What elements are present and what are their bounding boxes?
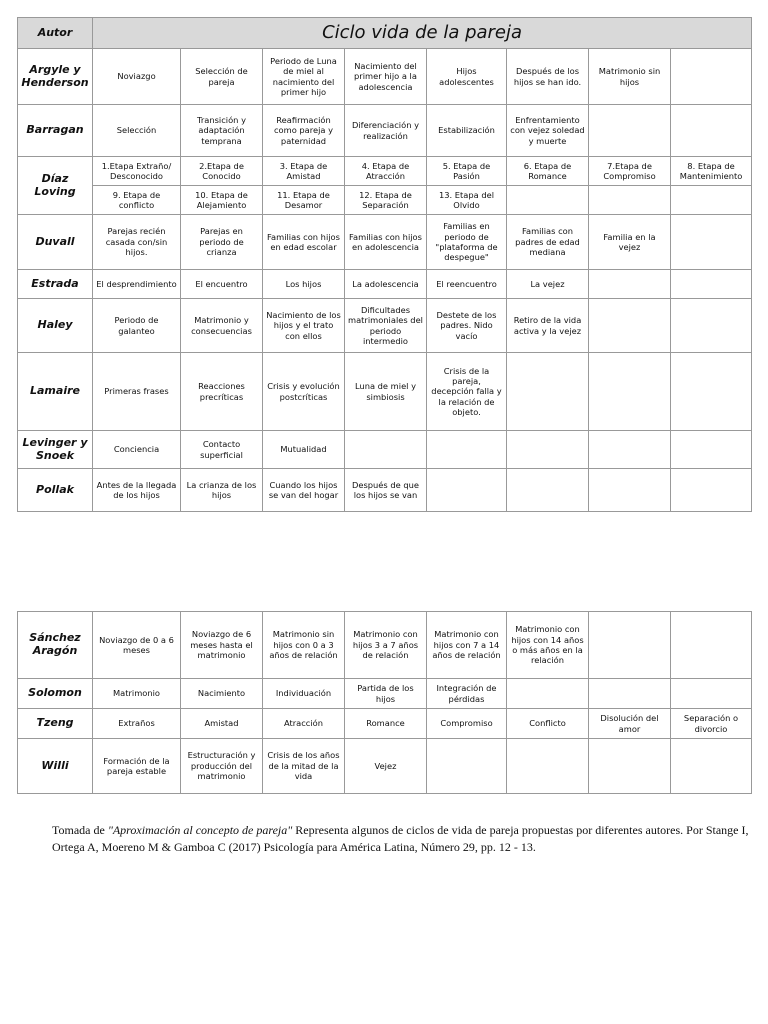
stage-cell bbox=[671, 739, 752, 794]
stage-cell bbox=[671, 431, 752, 469]
stage-cell: La crianza de los hijos bbox=[181, 469, 263, 512]
stage-cell: Matrimonio con hijos con 14 años o más años en la relación bbox=[507, 612, 589, 679]
stage-cell: Nacimiento bbox=[181, 679, 263, 709]
stage-cell: Extraños bbox=[93, 709, 181, 739]
stage-cell: Noviazgo bbox=[93, 49, 181, 105]
table-row bbox=[18, 105, 752, 157]
table-row bbox=[18, 157, 752, 186]
stage-cell: Partida de los hijos bbox=[345, 679, 427, 709]
stage-cell bbox=[671, 270, 752, 299]
stage-cell: Matrimonio sin hijos bbox=[589, 49, 671, 105]
stage-cell: Retiro de la vida activa y la vejez bbox=[507, 299, 589, 353]
stage-cell: Noviazgo de 6 meses hasta el matrimonio bbox=[181, 612, 263, 679]
stage-cell: Luna de miel y simbiosis bbox=[345, 353, 427, 431]
stage-cell: Matrimonio con hijos 3 a 7 años de relación bbox=[345, 612, 427, 679]
stage-cell bbox=[507, 739, 589, 794]
stage-cell: Dificultades matrimoniales del periodo intermedio bbox=[345, 299, 427, 353]
stage-cell bbox=[427, 739, 507, 794]
stage-cell bbox=[589, 270, 671, 299]
table-row bbox=[18, 49, 752, 105]
stage-cell: 7.Etapa de Compromiso bbox=[589, 157, 671, 186]
stage-cell: Reafirmación como pareja y paternidad bbox=[263, 105, 345, 157]
table-row bbox=[18, 270, 752, 299]
stage-cell bbox=[427, 469, 507, 512]
stage-cell bbox=[589, 431, 671, 469]
stage-cell: Disolución del amor bbox=[589, 709, 671, 739]
stage-cell: Diferenciación y realización bbox=[345, 105, 427, 157]
stage-cell bbox=[589, 105, 671, 157]
stage-cell: Formación de la pareja estable bbox=[93, 739, 181, 794]
stage-cell: Periodo de galanteo bbox=[93, 299, 181, 353]
stage-cell: Cuando los hijos se van del hogar bbox=[263, 469, 345, 512]
stage-cell: Amistad bbox=[181, 709, 263, 739]
source-caption bbox=[52, 822, 752, 856]
stage-cell: Después de que los hijos se van bbox=[345, 469, 427, 512]
stage-cell bbox=[671, 299, 752, 353]
stage-cell: Enfrentamiento con vejez soledad y muerte bbox=[507, 105, 589, 157]
stage-cell bbox=[671, 469, 752, 512]
stage-cell: Familias con hijos en adolescencia bbox=[345, 215, 427, 270]
stage-cell: Matrimonio y consecuencias bbox=[181, 299, 263, 353]
stage-cell: Selección de pareja bbox=[181, 49, 263, 105]
stage-cell: Antes de la llegada de los hijos bbox=[93, 469, 181, 512]
stage-cell: Separación o divorcio bbox=[671, 709, 752, 739]
author-cell: Barragan bbox=[18, 105, 93, 157]
stage-cell bbox=[507, 469, 589, 512]
author-cell: Haley bbox=[18, 299, 93, 353]
stage-cell bbox=[671, 679, 752, 709]
stage-cell: Matrimonio bbox=[93, 679, 181, 709]
author-cell: Díaz Loving bbox=[18, 157, 93, 215]
table-row bbox=[18, 679, 752, 709]
stage-cell: 13. Etapa del Olvido bbox=[427, 186, 507, 215]
stage-cell: El encuentro bbox=[181, 270, 263, 299]
table-row bbox=[18, 612, 752, 679]
stage-cell: 4. Etapa de Atracción bbox=[345, 157, 427, 186]
author-cell: Solomon bbox=[18, 679, 93, 709]
stage-cell bbox=[507, 353, 589, 431]
stage-cell: Hijos adolescentes bbox=[427, 49, 507, 105]
stage-cell: Atracción bbox=[263, 709, 345, 739]
table-row bbox=[18, 469, 752, 512]
stage-cell: 6. Etapa de Romance bbox=[507, 157, 589, 186]
stage-cell: Familias con hijos en edad escolar bbox=[263, 215, 345, 270]
stage-cell: La adolescencia bbox=[345, 270, 427, 299]
stage-cell: Después de los hijos se han ido. bbox=[507, 49, 589, 105]
stage-cell: Individuación bbox=[263, 679, 345, 709]
author-cell: Sánchez Aragón bbox=[18, 612, 93, 679]
caption-text: Representa algunos de ciclos de vida de pareja propuestas por diferentes autores. Por Stange I, Ortega A, Moereno M & Gamboa C (2017) Psicología para América Latina, Número 29, pp. 12 - 13. bbox=[52, 823, 749, 854]
stage-cell: Selección bbox=[93, 105, 181, 157]
stage-cell: Matrimonio con hijos con 7 a 14 años de relación bbox=[427, 612, 507, 679]
caption-source-title: "Aproximación al concepto de pareja" bbox=[107, 823, 293, 837]
stage-cell: 10. Etapa de Alejamiento bbox=[181, 186, 263, 215]
stage-cell: Familias en periodo de "plataforma de despegue" bbox=[427, 215, 507, 270]
stage-cell bbox=[589, 739, 671, 794]
stage-cell bbox=[671, 105, 752, 157]
table-row bbox=[18, 353, 752, 431]
stage-cell bbox=[589, 186, 671, 215]
stage-cell: Conflicto bbox=[507, 709, 589, 739]
stage-cell: Estructuración y producción del matrimonio bbox=[181, 739, 263, 794]
stage-cell: Familias con padres de edad mediana bbox=[507, 215, 589, 270]
stage-cell: Transición y adaptación temprana bbox=[181, 105, 263, 157]
stage-cell: Parejas en periodo de crianza bbox=[181, 215, 263, 270]
stage-cell: 11. Etapa de Desamor bbox=[263, 186, 345, 215]
stage-cell: Crisis y evolución postcríticas bbox=[263, 353, 345, 431]
author-cell: Pollak bbox=[18, 469, 93, 512]
stage-cell: Crisis de la pareja, decepción falla y la relación de objeto. bbox=[427, 353, 507, 431]
stage-cell: Nacimiento del primer hijo a la adolescencia bbox=[345, 49, 427, 105]
stage-cell: Estabilización bbox=[427, 105, 507, 157]
stage-cell bbox=[589, 353, 671, 431]
stage-cell: El desprendimiento bbox=[93, 270, 181, 299]
table-row bbox=[18, 299, 752, 353]
stage-cell bbox=[589, 612, 671, 679]
author-cell: Levinger y Snoek bbox=[18, 431, 93, 469]
stage-cell: 8. Etapa de Mantenimiento bbox=[671, 157, 752, 186]
stage-cell: Integración de pérdidas bbox=[427, 679, 507, 709]
stage-cell: Nacimiento de los hijos y el trato con ellos bbox=[263, 299, 345, 353]
stage-cell: Mutualidad bbox=[263, 431, 345, 469]
author-cell: Duvall bbox=[18, 215, 93, 270]
stage-cell: Compromiso bbox=[427, 709, 507, 739]
stage-cell: Los hijos bbox=[263, 270, 345, 299]
stage-cell bbox=[671, 186, 752, 215]
stage-cell: Vejez bbox=[345, 739, 427, 794]
stage-cell: 2.Etapa de Conocido bbox=[181, 157, 263, 186]
life-cycle-table-2 bbox=[17, 611, 752, 794]
stage-cell bbox=[507, 186, 589, 215]
author-cell: Estrada bbox=[18, 270, 93, 299]
stage-cell bbox=[671, 49, 752, 105]
table-title: Ciclo vida de la pareja bbox=[93, 18, 752, 49]
author-cell: Willi bbox=[18, 739, 93, 794]
stage-cell: Periodo de Luna de miel al nacimiento del primer hijo bbox=[263, 49, 345, 105]
stage-cell bbox=[589, 299, 671, 353]
stage-cell: Primeras frases bbox=[93, 353, 181, 431]
stage-cell: Romance bbox=[345, 709, 427, 739]
stage-cell bbox=[671, 353, 752, 431]
stage-cell bbox=[507, 679, 589, 709]
author-cell: Argyle y Henderson bbox=[18, 49, 93, 105]
author-column-header: Autor bbox=[18, 18, 93, 49]
stage-cell bbox=[671, 612, 752, 679]
stage-cell: Conciencia bbox=[93, 431, 181, 469]
stage-cell: 3. Etapa de Amistad bbox=[263, 157, 345, 186]
stage-cell: Contacto superficial bbox=[181, 431, 263, 469]
table-row bbox=[18, 739, 752, 794]
stage-cell: Crisis de los años de la mitad de la vida bbox=[263, 739, 345, 794]
stage-cell bbox=[589, 679, 671, 709]
stage-cell bbox=[345, 431, 427, 469]
table-row bbox=[18, 709, 752, 739]
stage-cell: Matrimonio sin hijos con 0 a 3 años de relación bbox=[263, 612, 345, 679]
stage-cell: La vejez bbox=[507, 270, 589, 299]
stage-cell bbox=[507, 431, 589, 469]
caption-prefix: Tomada de bbox=[52, 823, 108, 837]
stage-cell bbox=[589, 469, 671, 512]
stage-cell: Parejas recién casada con/sin hijos. bbox=[93, 215, 181, 270]
stage-cell: Noviazgo de 0 a 6 meses bbox=[93, 612, 181, 679]
stage-cell: 5. Etapa de Pasión bbox=[427, 157, 507, 186]
stage-cell: Reacciones precríticas bbox=[181, 353, 263, 431]
stage-cell bbox=[427, 431, 507, 469]
stage-cell: 9. Etapa de conflicto bbox=[93, 186, 181, 215]
life-cycle-table-1 bbox=[17, 17, 752, 512]
table-row bbox=[18, 186, 752, 215]
stage-cell: 1.Etapa Extraño/ Desconocido bbox=[93, 157, 181, 186]
stage-cell bbox=[671, 215, 752, 270]
stage-cell: 12. Etapa de Separación bbox=[345, 186, 427, 215]
stage-cell: Destete de los padres. Nido vacío bbox=[427, 299, 507, 353]
stage-cell: Familia en la vejez bbox=[589, 215, 671, 270]
author-cell: Lamaire bbox=[18, 353, 93, 431]
author-cell: Tzeng bbox=[18, 709, 93, 739]
table-row bbox=[18, 215, 752, 270]
table-row bbox=[18, 431, 752, 469]
stage-cell: El reencuentro bbox=[427, 270, 507, 299]
